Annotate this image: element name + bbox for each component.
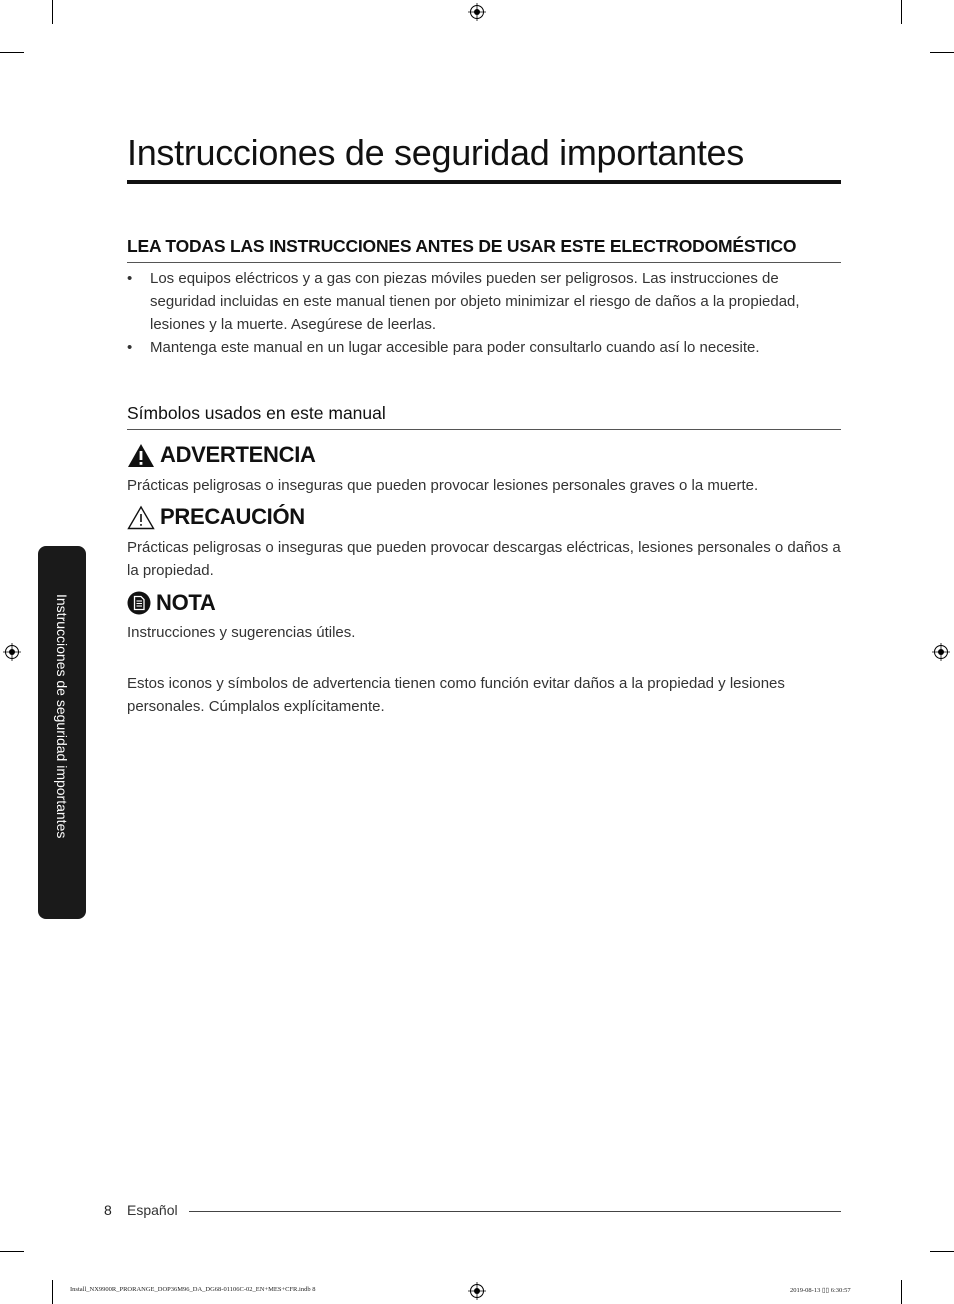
print-slug-file: Install_NX9900R_PRORANGE_DOP36M96_DA_DG68-01106C-02_EN+MES+CFR.indb 8 bbox=[70, 1286, 316, 1293]
warning-label: ADVERTENCIA bbox=[160, 442, 316, 467]
symbols-heading: Símbolos usados en este manual bbox=[127, 403, 386, 423]
registration-mark-icon bbox=[3, 643, 21, 661]
caution-label: PRECAUCIÓN bbox=[160, 504, 305, 529]
title-rule bbox=[127, 180, 841, 184]
warning-heading bbox=[127, 442, 316, 468]
section-rule bbox=[127, 262, 841, 263]
warning-filled-triangle-icon bbox=[127, 443, 155, 468]
footer-rule bbox=[189, 1211, 841, 1212]
caution-outline-triangle-icon bbox=[127, 505, 155, 530]
registration-mark-icon bbox=[468, 3, 486, 21]
crop-mark bbox=[52, 1280, 53, 1304]
note-document-icon bbox=[127, 591, 151, 615]
crop-mark bbox=[0, 52, 24, 53]
page-title: Instrucciones de seguridad importantes bbox=[127, 132, 744, 173]
side-tab-label: Instrucciones de seguridad importantes bbox=[54, 594, 70, 839]
registration-mark-icon bbox=[932, 643, 950, 661]
closing-text: Estos iconos y símbolos de advertencia tienen como función evitar daños a la propiedad y lesiones personales. Cúmplalos explícitamente. bbox=[127, 675, 785, 715]
crop-mark bbox=[930, 52, 954, 53]
list-item: • Mantenga este manual en un lugar accesible para poder consultarlo cuando así lo necesite. bbox=[127, 336, 841, 359]
caution-text: Prácticas peligrosas o inseguras que pueden provocar descargas eléctricas, lesiones personales o daños a la propiedad. bbox=[127, 539, 841, 579]
registration-mark-icon bbox=[468, 1282, 486, 1300]
print-slug-date: 2019-08-13 ▯▯ 6:30:57 bbox=[790, 1287, 851, 1294]
section-rule bbox=[127, 429, 841, 430]
crop-mark bbox=[52, 0, 53, 24]
note-text: Instrucciones y sugerencias útiles. bbox=[127, 624, 356, 641]
note-label: NOTA bbox=[156, 590, 216, 615]
page-number: 8 bbox=[104, 1202, 112, 1218]
note-heading bbox=[127, 590, 216, 616]
list-item: • Los equipos eléctricos y a gas con piezas móviles pueden ser peligrosos. Las instrucciones de seguridad incluidas en este manual tienen por objeto minimizar el riesgo de daños a la propiedad, lesiones y la muerte. Asegúrese de leerlas. bbox=[127, 267, 841, 336]
caution-heading bbox=[127, 504, 305, 530]
footer-language: Español bbox=[127, 1202, 178, 1218]
read-all-heading: LEA TODAS LAS INSTRUCCIONES ANTES DE USAR ESTE ELECTRODOMÉSTICO bbox=[127, 236, 797, 256]
crop-mark bbox=[0, 1251, 24, 1252]
crop-mark bbox=[901, 0, 902, 24]
crop-mark bbox=[930, 1251, 954, 1252]
bullet-list bbox=[127, 267, 841, 359]
warning-text: Prácticas peligrosas o inseguras que pueden provocar lesiones personales graves o la muerte. bbox=[127, 477, 759, 494]
crop-mark bbox=[901, 1280, 902, 1304]
